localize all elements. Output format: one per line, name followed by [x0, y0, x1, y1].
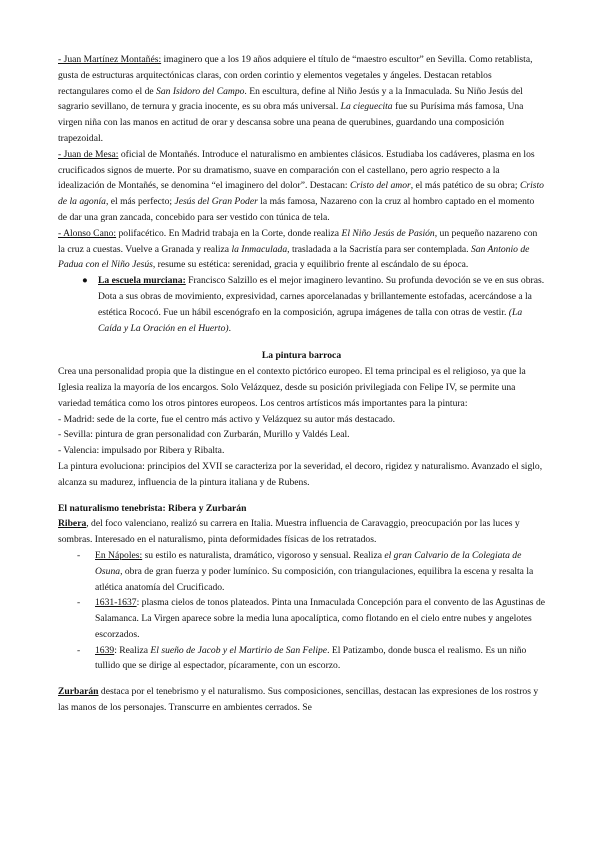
name-cano: - Alonso Cano: [58, 227, 117, 239]
dash-marker: - [77, 597, 81, 609]
name-montanes: - Juan Martínez Montañés: [58, 54, 162, 65]
text: su estilo es naturalista, dramático, vigoroso y sensual. Realiza [142, 549, 385, 561]
item-lead: 1631-1637 [95, 597, 137, 609]
text: : Realiza [114, 644, 151, 656]
dash-marker: - [77, 644, 81, 656]
center-line: - Sevilla: pintura de gran personalidad con Zurbarán, Murillo y Valdés Leal. [58, 429, 350, 441]
section-heading-tenebrista: El naturalismo tenebrista: Ribera y Zurbarán [58, 502, 247, 514]
work-title: La cieguecita [340, 101, 393, 113]
paragraph-mesa [58, 147, 545, 226]
paragraph-zurbaran [58, 684, 545, 716]
text: destaca por el tenebrismo y el naturalismo. Sus composiciones, sencillas, destacan las expresiones de los rostros y las manos de los personajes. Transcurre en ambientes cerrados. Se [58, 686, 539, 714]
murciana-heading: La escuela murciana: [98, 275, 186, 287]
paragraph-pintura-intro: Crea una personalidad propia que la distingue en el contexto pictórico europeo. El tema principal es el religioso, ya que la Iglesia realiza la mayoría de los encargos. Solo Velázquez, desde su posición privilegiada con Felipe IV, se permite una variedad temática como los otros pintores europeos. Los centros artísticos más importantes para la pintura: [58, 366, 526, 409]
paragraph-cano [58, 226, 545, 273]
ribera-list [58, 548, 545, 674]
list-item [58, 643, 545, 675]
paragraph-montanes [58, 52, 545, 147]
name-zurbaran: Zurbarán [58, 686, 99, 698]
text: , el más patético de su obra; [410, 180, 520, 192]
text: , resume su estética: serenidad, gracia y equilibrio frente al escándalo de su época. [152, 259, 469, 271]
text: : plasma cielos de tonos plateados. Pinta una Inmaculada Concepción para el convento de las Agustinas de Salamanca. La Virgen aparece sobre la media luna apocalíptica, como flotando en el cielo entre nubes y angelotes escorzados. [95, 597, 545, 640]
text: polifacético. En Madrid trabaja en la Corte, donde realiza [116, 227, 342, 239]
list-item-murciana [58, 273, 545, 336]
work-title: Cristo del amor [349, 180, 411, 192]
spacer [58, 674, 545, 684]
text: , obra de gran fuerza y poder lumínico. Su composición, con triangulaciones, equilibra la escena y resalta la atlética anatomía del Crucificado. [95, 565, 534, 593]
work-title: Cristo de la agonía [58, 180, 544, 208]
text: , un pequeño nazareno con la cruz a cuestas. Vuelve a Granada y realiza [58, 227, 538, 255]
text: , el más perfecto; [105, 196, 175, 208]
name-ribera: Ribera [58, 518, 87, 530]
item-lead: 1639 [95, 644, 115, 656]
text: fue su Purísima más famosa, Una virgen niña con las manos en actitud de orar y descansa sobre una peana de querubines, guardando una composición trapezoidal. [58, 101, 524, 144]
center-line: - Madrid: sede de la corte, fue el centro más activo y Velázquez su autor más destacado. [58, 413, 396, 425]
section-title-pintura: La pintura barroca [261, 350, 342, 362]
text: . En escultura, define al Niño Jesús y a la Inmaculada. Su Niño Jesús del sagrario sevillano, de ternura y gracia inocente, es su obra más universal. [58, 85, 523, 113]
text: imaginero que a los 19 años adquiere el título de “maestro escultor” en Sevilla. Como retablista, gusta de estructuras arquitectónicas claras, con orden corintio y elementos vegetales y ángeles. Destacan retablos rectangulares como el de [58, 54, 533, 97]
text: la más famosa, Nazareno con la cruz al hombro captado en el momento de dar una gran zancada, concebido para ser vestido con túnica de tela. [58, 196, 535, 223]
text: , del foco valenciano, realizó su carrera en Italia. Muestra influencia de Caravaggio, preocupación por las luces y sombras. Interesado en el naturalismo, pinta deformidades físicas de los retratados. [58, 518, 520, 546]
text: oficial de Montañés. Introduce el naturalismo en ambientes clásicos. Estudiaba los cadáveres, plasma en los crucificados signos de muerte. Por su dramatismo, suave en comparación con el castellano, pero agrio respecto a la idealización de Montañés, se denomina “el imaginero del dolor”. Destacan: [58, 148, 535, 192]
document-page [58, 52, 545, 716]
work-title: Jesús del Gran Poder [174, 196, 258, 208]
text: . El Patizambo, donde busca el realismo. Es un niño tullido que se dirige al espectador, pícaramente, con un escorzo. [95, 644, 527, 672]
name-mesa: - Juan de Mesa: [58, 148, 119, 160]
bullet-list [58, 273, 545, 336]
work-title: (La Caída y La Oración en el Huerto) [98, 306, 523, 334]
paragraph-ribera [58, 516, 545, 548]
list-item [58, 595, 545, 642]
dash-marker: - [77, 549, 81, 561]
text: , trasladada a la Sacristía para ser contemplada. [287, 243, 471, 255]
paragraph-evolution: La pintura evoluciona: principios del XVII se caracteriza por la severidad, el decoro, rigidez y naturalismo. Avanzado el siglo, alcanza su madurez, influencia de la pintura italiana y de Rubens. [58, 460, 543, 488]
text: Francisco Salzillo es el mejor imaginero levantino. Su profunda devoción se ve en sus obras. Dota a sus obras de movimiento, expresividad, carnes aporcelanadas y brillantemente estofadas, acercándose a la estética Rococó. Fue un hábil escenógrafo en la composición, agrupa imágenes de talla con otras de vestir. [98, 275, 545, 318]
work-title: El sueño de Jacob y el Martirio de San Felipe [150, 644, 328, 656]
work-title: la Inmaculada [231, 243, 288, 255]
text: . [228, 322, 231, 334]
work-title: el gran Calvario de la Colegiata de Osuna [95, 549, 522, 577]
item-lead: En Nápoles: [95, 549, 143, 561]
bullet-icon: ● [82, 275, 88, 287]
work-title: San Isidoro del Campo [156, 85, 245, 97]
work-title: El Niño Jesús de Pasión [341, 227, 435, 239]
list-item [58, 548, 545, 595]
work-title: San Antonio de Padua con el Niño Jesús [58, 243, 530, 271]
center-line: - Valencia: impulsado por Ribera y Ribalta. [58, 445, 225, 457]
